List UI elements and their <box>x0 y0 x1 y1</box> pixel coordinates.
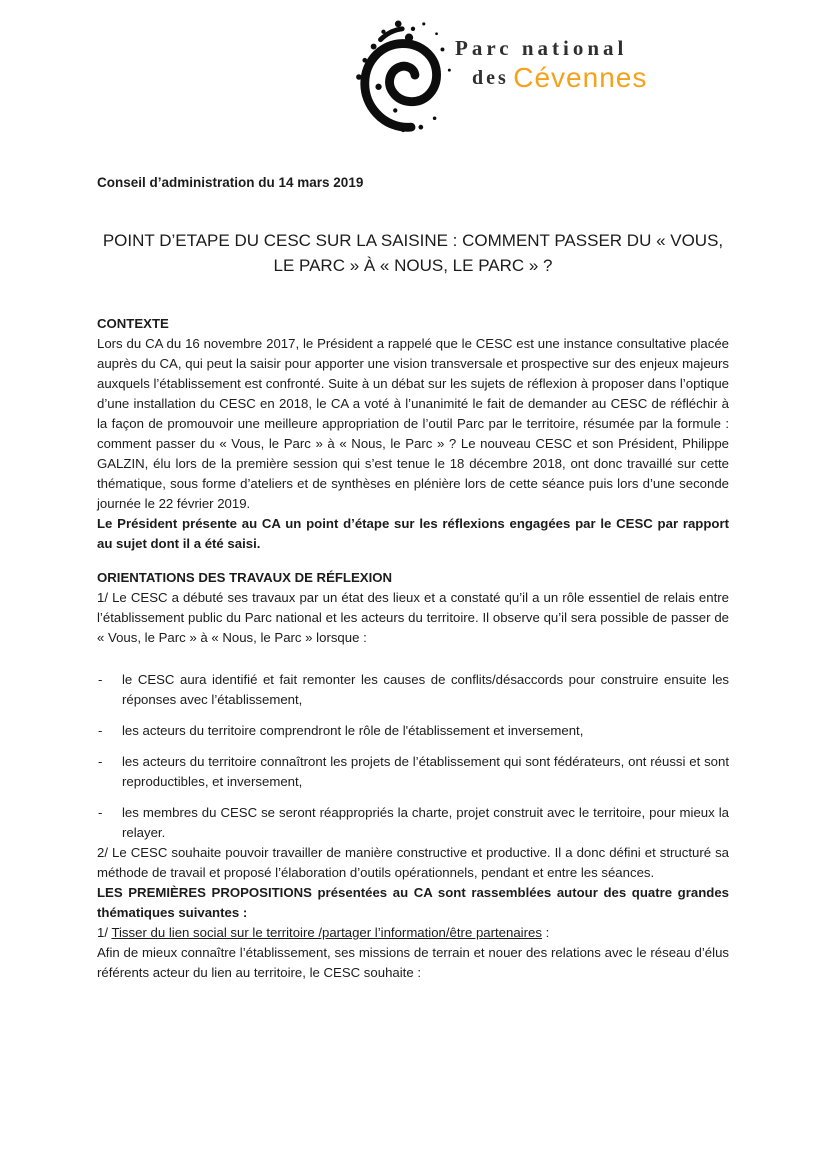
theme-1-intro-paragraph: Afin de mieux connaître l’établissement, ses missions de terrain et nouer des relations avec le réseau d’élus référents acteur du lien au territoire, le CESC souhaite : <box>97 945 729 980</box>
section-heading-contexte: CONTEXTE <box>97 316 169 331</box>
saisine-statement-paragraph: Le Président présente au CA un point d’étape sur les réflexions engagées par le CESC par rapport au sujet dont il a été saisi. <box>97 516 729 551</box>
propositions-statement: LES PREMIÈRES PROPOSITIONS présentées au CA sont rassemblées autour des quatre grandes thématiques suivantes : <box>97 885 729 920</box>
theme-1-number: 1/ <box>97 925 112 940</box>
logo-line-parc-national: Parc national <box>455 36 628 60</box>
logo-word-cevennes: Cévennes <box>513 62 648 93</box>
logo-wordmark <box>455 36 647 94</box>
theme-1-colon: : <box>541 925 550 940</box>
orientations-intro-paragraph: 1/ Le CESC a débuté ses travaux par un état des lieux et a constaté qu’il a un rôle essentiel de relais entre l’établissement public du Parc national et les acteurs du territoire. Il observe qu’il sera possible de passer de « Vous, le Parc » à « Nous, le Parc » lorsque : <box>97 590 729 645</box>
parc-national-cevennes-logo <box>352 14 682 140</box>
logo-word-des: des <box>472 67 509 89</box>
bullet-item: - le CESC aura identifié et fait remonter les causes de conflits/désaccords pour construire ensuite les réponses avec l’établissement, <box>97 670 729 710</box>
orientations-bullet-list <box>97 670 729 843</box>
ink-spiral-icon <box>352 16 470 138</box>
contexte-paragraph: Lors du CA du 16 novembre 2017, le Président a rappelé que le CESC est une instance consultative placée auprès du CA, qui peut la saisir pour apporter une vision transversale et prospective sur des enjeux majeurs auxquels l’établissement est confronté. Suite à un débat sur les sujets de réflexion à proposer dans l’optique d’une installation du CESC en 2018, le CA a voté à l’unanimité le fait de demander au CESC de réfléchir à la façon de promouvoir une meilleure appropriation de l’outil Parc par le territoire, résumée par la formule : comment passer du « Vous, le Parc » à « Nous, le Parc » ? Le nouveau CESC et son Président, Philippe GALZIN, élu lors de la première session qui s’est tenue le 18 décembre 2018, ont donc travaillé sur cette thématique, sous forme d’ateliers et de synthèses en plénière lors de cette séance puis lors d’une seconde journée le 22 février 2019. <box>97 336 729 511</box>
theme-1-heading <box>97 923 729 943</box>
meeting-meta-line: Conseil d’administration du 14 mars 2019 <box>97 175 364 190</box>
theme-1-title-underlined: Tisser du lien social sur le territoire /partager l’information/être partenaires <box>111 925 542 940</box>
document-title: POINT D’ETAPE DU CESC SUR LA SAISINE : COMMENT PASSER DU « VOUS, LE PARC » À « NOUS, LE PARC » ? <box>102 231 724 275</box>
section-heading-orientations: ORIENTATIONS DES TRAVAUX DE RÉFLEXION <box>97 570 393 585</box>
method-paragraph: 2/ Le CESC souhaite pouvoir travailler de manière constructive et productive. Il a donc défini et structuré sa méthode de travail et proposé l’élaboration d’outils opérationnels, pendant et entre les séances. <box>97 845 729 880</box>
bullet-item: - les acteurs du territoire comprendront le rôle de l'établissement et inversement, <box>97 721 729 741</box>
bullet-item: - les membres du CESC se seront réappropriés la charte, projet construit avec le territoire, pour mieux la relayer. <box>97 803 729 843</box>
logo-line-des-cevennes <box>472 62 647 94</box>
bullet-item: - les acteurs du territoire connaîtront les projets de l’établissement qui sont fédérateurs, ont réussi et sont reproductibles, et inversement, <box>97 752 729 792</box>
